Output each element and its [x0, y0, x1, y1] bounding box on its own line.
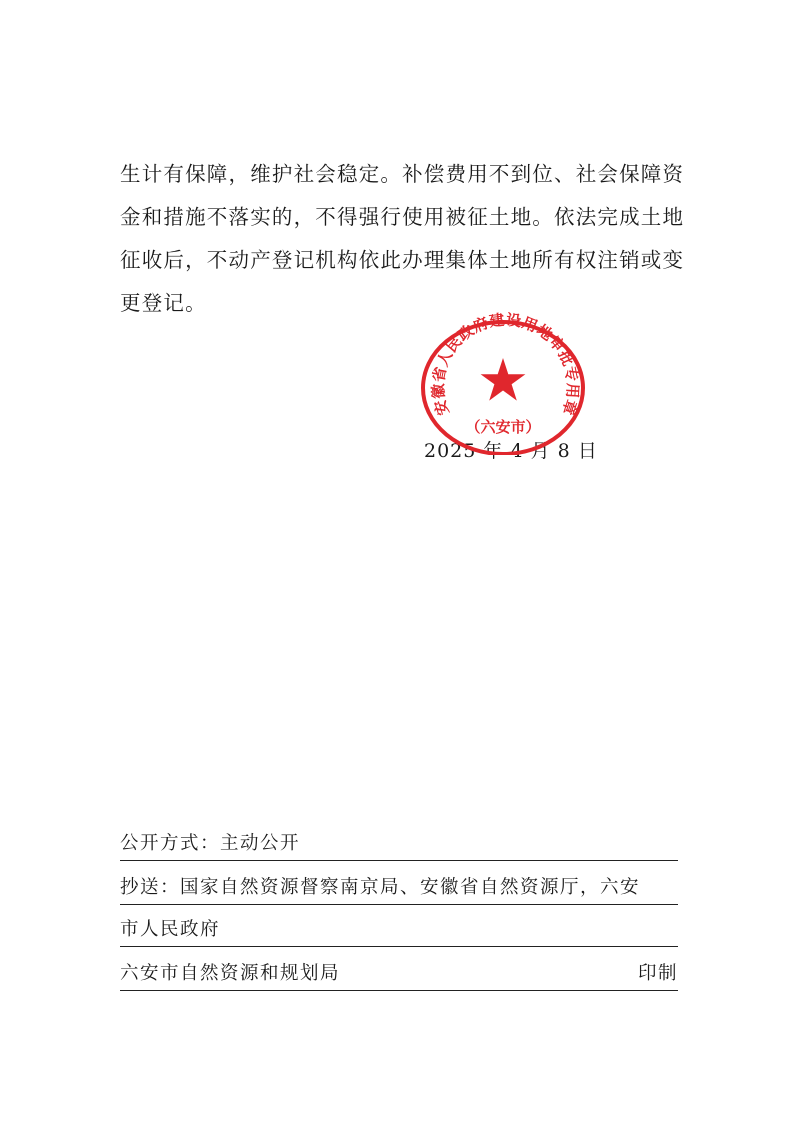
cc-text-1: 抄送：国家自然资源督察南京局、安徽省自然资源厅，六安 — [120, 877, 641, 898]
printed-label: 印制 — [637, 963, 678, 984]
seal-ring-textpath: 安徽省人民政府建设用地审批专用章 — [429, 310, 582, 418]
date-month-unit: 月 — [530, 440, 551, 462]
disclosure-text: 公开方式：主动公开 — [120, 833, 301, 854]
body-paragraph — [120, 153, 685, 325]
cc-text-2: 市人民政府 — [120, 919, 221, 940]
seal-ring-text — [429, 311, 582, 418]
seal-star-icon — [481, 358, 526, 401]
cc-line-2 — [120, 914, 678, 947]
issuer-line — [120, 958, 678, 991]
body-line-3: 征收后，不动产登记机构依此办理集体土地所有权注销或变 — [120, 248, 685, 272]
date-day: 8 — [557, 440, 571, 462]
date-year-unit: 年 — [483, 440, 504, 462]
date-year: 2025 — [424, 440, 477, 462]
cc-line-1 — [120, 872, 678, 905]
body-line-1: 生计有保障，维护社会稳定。补偿费用不到位、社会保障资 — [120, 162, 685, 186]
seal-center-text: （六安市） — [465, 418, 541, 436]
body-line-2: 金和措施不落实的，不得强行使用被征土地。依法完成土地 — [120, 205, 685, 229]
body-line-4: 更登记。 — [120, 291, 207, 315]
disclosure-line — [120, 828, 678, 861]
date-month: 4 — [510, 440, 524, 462]
date-day-unit: 日 — [577, 440, 598, 462]
official-seal — [418, 310, 588, 455]
issuer-name: 六安市自然资源和规划局 — [120, 963, 341, 984]
